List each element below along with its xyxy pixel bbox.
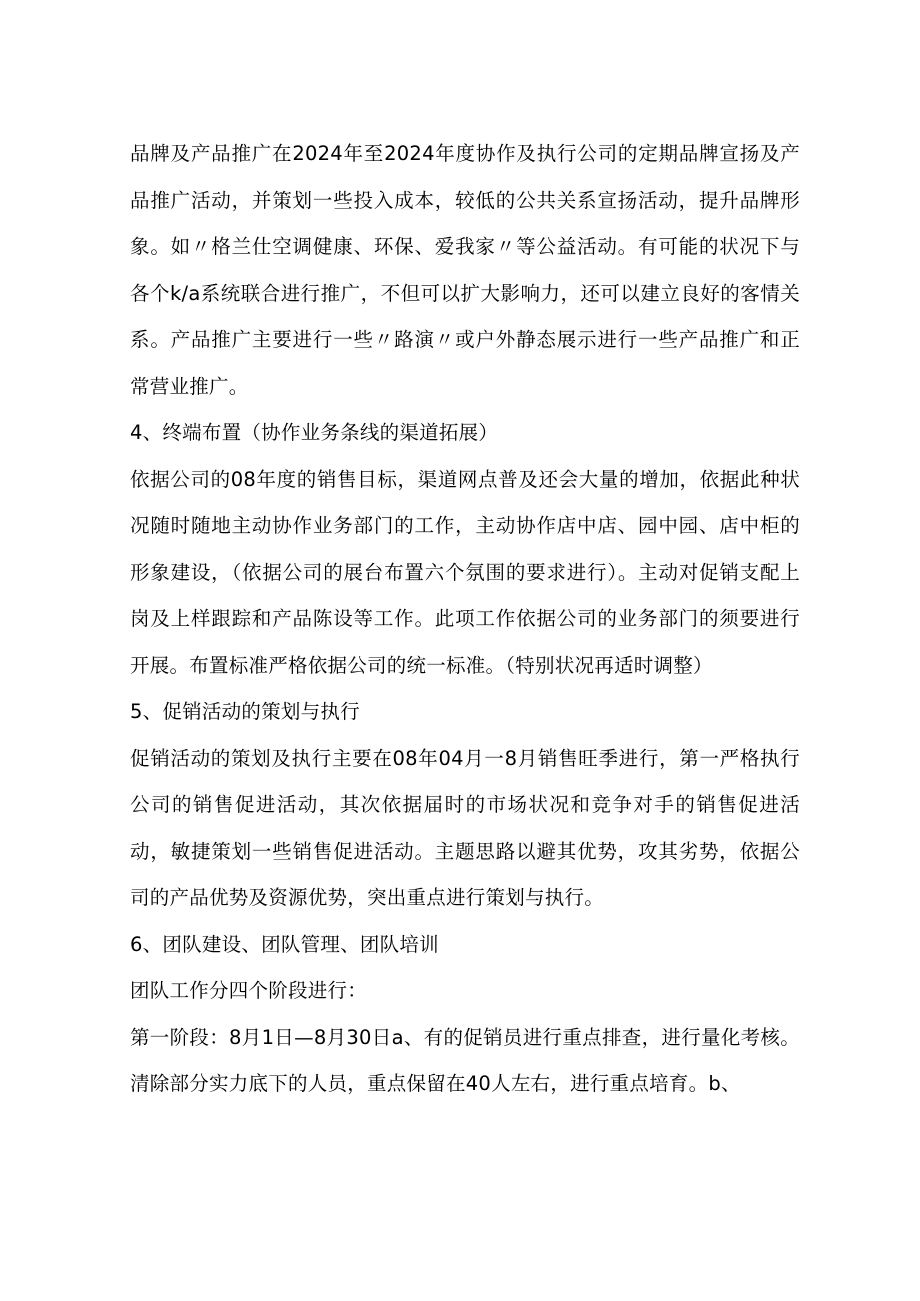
paragraph-brand-promotion: 品牌及产品推广在2024年至2024年度协作及执行公司的定期品牌宣扬及产品推广活动，并策划一些投入成本，较低的公共关系宣扬活动，提升品牌形象。如〃格兰仕空调健康、环保、爱我家〃等公益活动。有可能的状况下与各个k/a系统联合进行推广，不但可以扩大影响力，还可以建立良好的客情关系。产品推广主要进行一些〃路演〃或户外静态展示进行一些产品推广和正常营业推广。 <box>130 142 800 398</box>
section-heading-promotion-activities: 5、促销活动的策划与执行 <box>130 700 360 723</box>
section-heading-team-building: 6、团队建设、团队管理、团队培训 <box>130 932 439 956</box>
paragraph-team-stages-intro: 团队工作分四个阶段进行： <box>130 979 368 1002</box>
paragraph-terminal-layout: 依据公司的08年度的销售目标，渠道网点普及还会大量的增加，依据此种状况随时随地主动协作业务部门的工作，主动协作店中店、园中园、店中柜的形象建设，（依据公司的展台布置六个氛围的要求进行）。主动对促销支配上岗及上样跟踪和产品陈设等工作。此项工作依据公司的业务部门的须要进行开展。布置标准严格依据公司的统一标准。（特别状况再适时调整） <box>130 467 800 677</box>
paragraph-promotion-activities: 促销活动的策划及执行主要在08年04月一8月销售旺季进行，第一严格执行公司的销售促进活动，其次依据届时的市场状况和竞争对手的销售促进活动，敏捷策划一些销售促进活动。主题思路以避其优势，攻其劣势，依据公司的产品优势及资源优势，突出重点进行策划与执行。 <box>130 746 800 909</box>
document-page <box>130 131 800 1108</box>
paragraph-stage-one: 第一阶段：8月1日—8月30日a、有的促销员进行重点排查，进行量化考核。清除部分实力底下的人员，重点保留在40人左右，进行重点培育。b、 <box>130 1025 800 1095</box>
section-heading-terminal-layout: 4、终端布置（协作业务条线的渠道拓展） <box>130 421 499 444</box>
